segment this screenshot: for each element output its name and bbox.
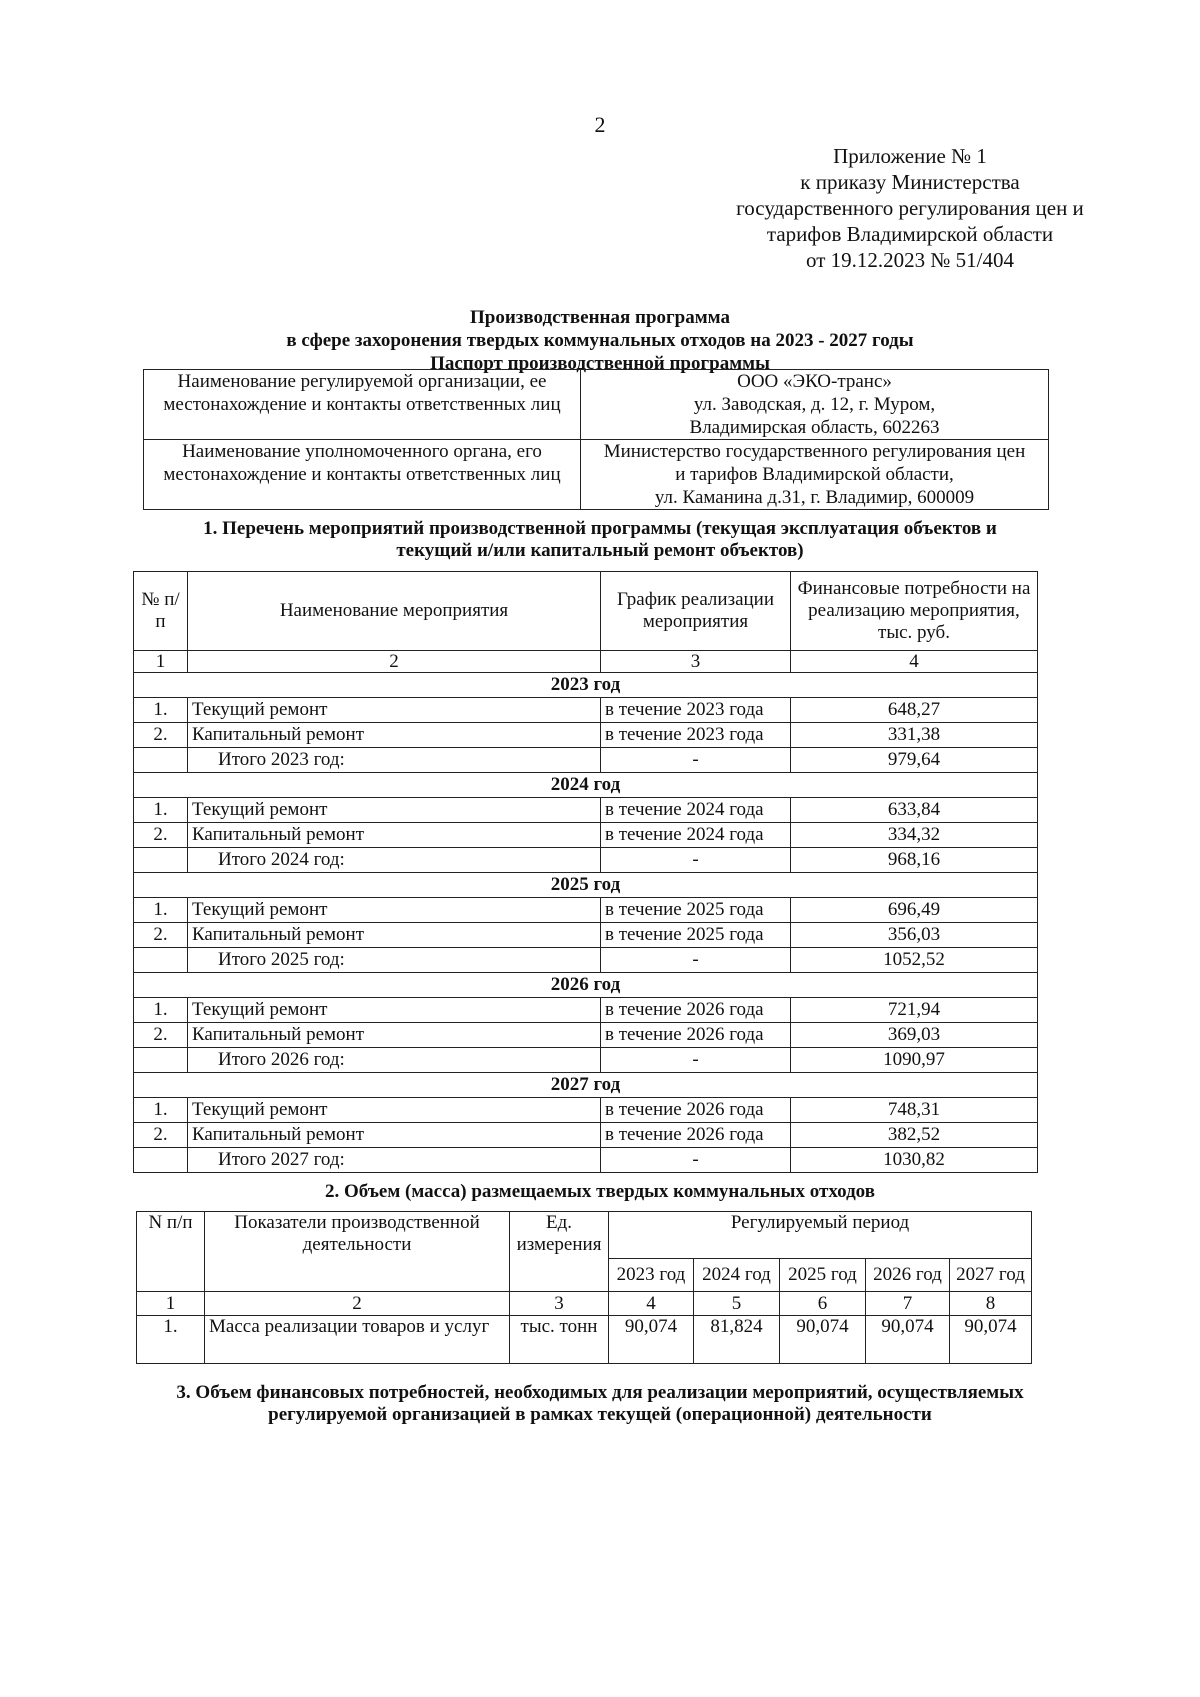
total-row: Итого 2023 год: - 979,64 [134, 748, 1038, 773]
col-number: 3 [510, 1292, 609, 1316]
col-number: 3 [601, 651, 791, 673]
year-header: 2023 год [609, 1259, 694, 1292]
col-number: 5 [694, 1292, 780, 1316]
table-row: 2. Капитальный ремонт в течение 2024 года 334,32 [134, 823, 1038, 848]
title-line: Паспорт производственной программы [430, 353, 770, 374]
header-indicator: Показатели производственной деятельности [205, 1212, 510, 1292]
passport-authority-value: Министерство государственного регулирования цен и тарифов Владимирской области, ул. Каманина д.31, г. Владимир, 600009 [581, 440, 1049, 510]
year-header: 2027 год [134, 1073, 1038, 1098]
table-row: 2. Капитальный ремонт в течение 2026 года 369,03 [134, 1023, 1038, 1048]
appendix-line: тарифов Владимирской области [766, 222, 1054, 246]
header-num: № п/п [134, 572, 188, 651]
passport-authority-label: Наименование уполномоченного органа, его местонахождение и контакты ответственных лиц [144, 440, 581, 510]
page-number: 2 [594, 112, 606, 137]
passport-org-label: Наименование регулируемой организации, ее местонахождение и контакты ответственных лиц [144, 370, 581, 440]
year-header: 2024 год [134, 773, 1038, 798]
col-number: 4 [609, 1292, 694, 1316]
table-row: 1. Текущий ремонт в течение 2026 года 721,94 [134, 998, 1038, 1023]
header-schedule: График реализации мероприятия [601, 572, 791, 651]
year-header: 2026 год [866, 1259, 950, 1292]
table-row: 1. Масса реализации товаров и услуг тыс. тонн 90,074 81,824 90,074 90,074 90,074 [137, 1316, 1032, 1364]
passport-table [143, 369, 1049, 510]
events-table [133, 571, 1038, 1173]
appendix-line: Приложение № 1 [833, 144, 987, 168]
table-row: 2. Капитальный ремонт в течение 2023 года 331,38 [134, 723, 1038, 748]
table-row: 1. Текущий ремонт в течение 2026 года 748,31 [134, 1098, 1038, 1123]
document-title [0, 306, 1200, 375]
total-row: Итого 2026 год: - 1090,97 [134, 1048, 1038, 1073]
header-amount: Финансовые потребности на реализацию мероприятия, тыс. руб. [791, 572, 1038, 651]
col-number: 1 [134, 651, 188, 673]
section1-title: 1. Перечень мероприятий производственной программы (текущая эксплуатация объектов и текущий и/или капитальный ремонт объектов) [203, 518, 997, 561]
col-number: 2 [205, 1292, 510, 1316]
header-name: Наименование мероприятия [188, 572, 601, 651]
mass-table [136, 1211, 1032, 1364]
col-number: 4 [791, 651, 1038, 673]
year-header: 2023 год [134, 673, 1038, 698]
title-line: Производственная программа [470, 307, 730, 328]
year-header: 2025 год [780, 1259, 866, 1292]
col-number: 1 [137, 1292, 205, 1316]
table-row: 2. Капитальный ремонт в течение 2025 года 356,03 [134, 923, 1038, 948]
year-header: 2027 год [950, 1259, 1032, 1292]
passport-org-value: ООО «ЭКО-транс» ул. Заводская, д. 12, г. Муром, Владимирская область, 602263 [581, 370, 1049, 440]
total-row: Итого 2027 год: - 1030,82 [134, 1148, 1038, 1173]
table-row: 2. Капитальный ремонт в течение 2026 года 382,52 [134, 1123, 1038, 1148]
title-line: в сфере захоронения твердых коммунальных отходов на 2023 - 2027 годы [286, 330, 914, 351]
year-header: 2024 год [694, 1259, 780, 1292]
appendix-line: от 19.12.2023 № 51/404 [805, 248, 1015, 272]
appendix-block [680, 143, 1140, 273]
table-row: 1. Текущий ремонт в течение 2024 года 633,84 [134, 798, 1038, 823]
table-row: 1. Текущий ремонт в течение 2023 года 648,27 [134, 698, 1038, 723]
col-number: 7 [866, 1292, 950, 1316]
header-period: Регулируемый период [609, 1212, 1032, 1259]
col-number: 8 [950, 1292, 1032, 1316]
col-number: 2 [188, 651, 601, 673]
year-header: 2025 год [134, 873, 1038, 898]
col-number: 6 [780, 1292, 866, 1316]
header-num: N п/п [137, 1212, 205, 1292]
year-header: 2026 год [134, 973, 1038, 998]
table-row: 1. Текущий ремонт в течение 2025 года 696,49 [134, 898, 1038, 923]
section3-title: 3. Объем финансовых потребностей, необходимых для реализации мероприятий, осуществляемых регулируемой организацией в рамках текущей (операционной) деятельности [176, 1382, 1024, 1425]
appendix-line: государственного регулирования цен и [736, 196, 1084, 220]
header-unit: Ед. измерения [510, 1212, 609, 1292]
section2-title: 2. Объем (масса) размещаемых твердых коммунальных отходов [325, 1181, 875, 1202]
appendix-line: к приказу Министерства [800, 170, 1020, 194]
total-row: Итого 2024 год: - 968,16 [134, 848, 1038, 873]
total-row: Итого 2025 год: - 1052,52 [134, 948, 1038, 973]
